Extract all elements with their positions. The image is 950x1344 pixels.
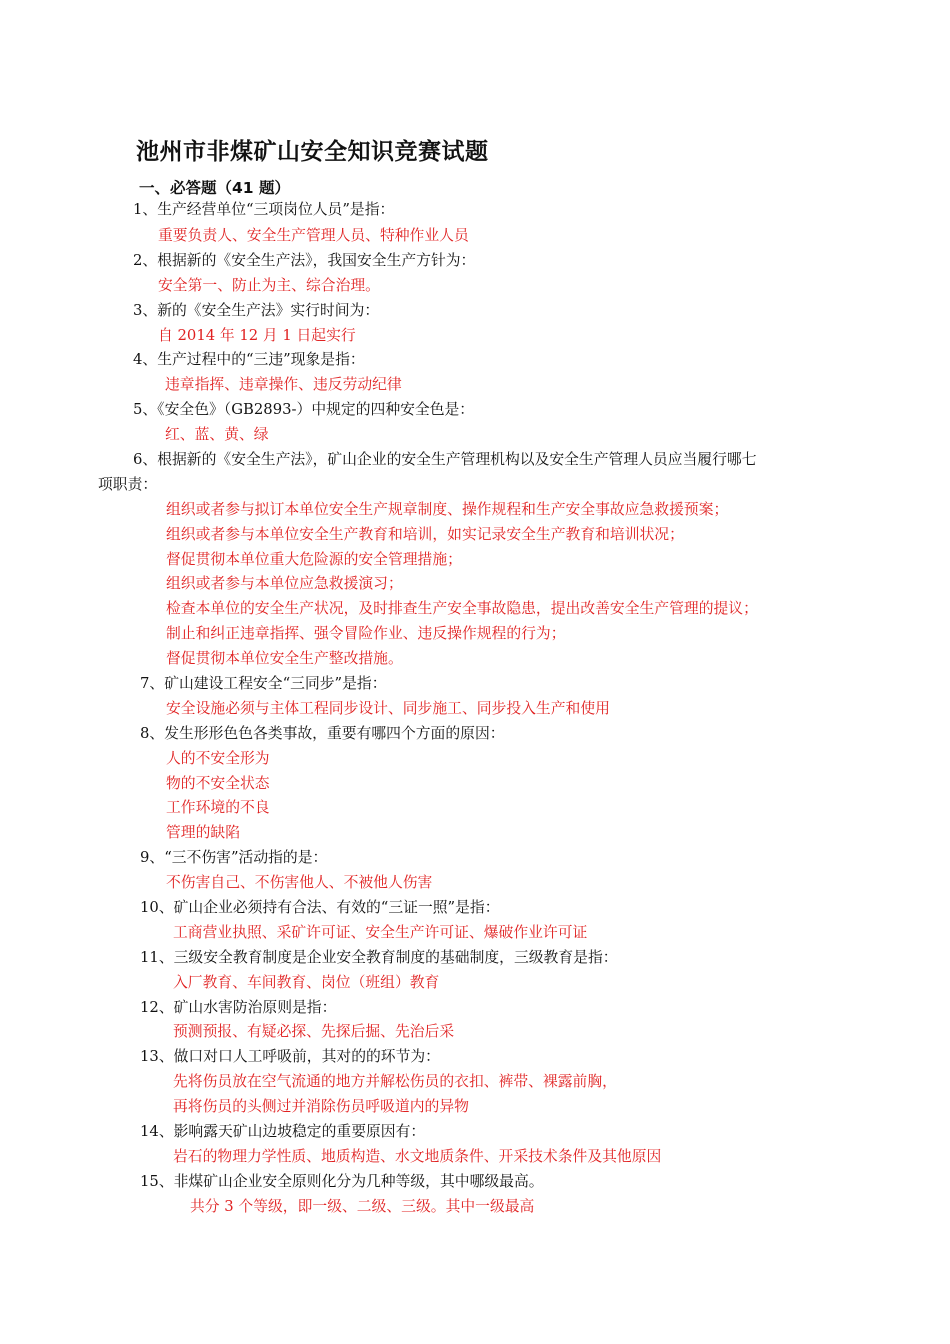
question-7: 7、矿山建设工程安全“三同步”是指： (140, 675, 387, 692)
answer-8-item: 管理的缺陷 (166, 824, 240, 841)
answer-1: 重要负责人、安全生产管理人员、特种作业人员 (158, 227, 469, 244)
question-5: 5、《安全色》（GB2893-）中规定的四种安全色是： (133, 401, 475, 418)
document-title: 池州市非煤矿山安全知识竞赛试题 (136, 139, 489, 165)
answer-15: 共分 3 个等级，即一级、二级、三级。其中一级最高 (190, 1198, 535, 1215)
answer-7: 安全设施必须与主体工程同步设计、同步施工、同步投入生产和使用 (166, 700, 610, 717)
question-3: 3、新的《安全生产法》实行时间为： (133, 302, 380, 319)
question-9: 9、“三不伤害”活动指的是： (140, 849, 328, 866)
section-heading: 一、必答题（41 题） (139, 179, 290, 197)
answer-6-item: 督促贯彻本单位重大危险源的安全管理措施； (166, 551, 462, 568)
answer-4: 违章指挥、违章操作、违反劳动纪律 (165, 376, 402, 393)
question-6-cont: 项职责： (98, 476, 158, 493)
answer-6-item: 制止和纠正违章指挥、强令冒险作业、违反操作规程的行为； (166, 625, 566, 642)
answer-13-item: 先将伤员放在空气流通的地方并解松伤员的衣扣、裤带、裸露前胸， (173, 1073, 617, 1090)
question-8: 8、发生形形色色各类事故，重要有哪四个方面的原因： (140, 725, 505, 742)
answer-8-item: 人的不安全形为 (166, 750, 270, 767)
question-10: 10、矿山企业必须持有合法、有效的“三证一照”是指： (140, 899, 500, 916)
answer-6-item: 组织或者参与本单位应急救援演习； (166, 575, 403, 592)
answer-12: 预测预报、有疑必探、先探后掘、先治后采 (173, 1023, 455, 1040)
answer-11: 入厂教育、车间教育、岗位（班组）教育 (173, 974, 440, 991)
answer-9: 不伤害自己、不伤害他人、不被他人伤害 (166, 874, 433, 891)
question-14: 14、影响露天矿山边坡稳定的重要原因有： (140, 1123, 426, 1140)
answer-5: 红、蓝、黄、绿 (165, 426, 269, 443)
answer-8-item: 工作环境的不良 (166, 799, 270, 816)
question-15: 15、非煤矿山企业安全原则化分为几种等级，其中哪级最高。 (140, 1173, 544, 1190)
answer-6-item: 组织或者参与本单位安全生产教育和培训，如实记录安全生产教育和培训状况； (166, 526, 684, 543)
answer-14: 岩石的物理力学性质、地质构造、水文地质条件、开采技术条件及其他原因 (173, 1148, 662, 1165)
question-1: 1、生产经营单位“三项岗位人员”是指： (133, 201, 395, 218)
answer-8-item: 物的不安全状态 (166, 775, 270, 792)
answer-2: 安全第一、防止为主、综合治理。 (158, 277, 380, 294)
answer-3: 自 2014 年 12 月 1 日起实行 (158, 327, 356, 344)
question-13: 13、做口对口人工呼吸前，其对的的环节为： (140, 1048, 440, 1065)
answer-6-item: 督促贯彻本单位安全生产整改措施。 (166, 650, 403, 667)
answer-13-item: 再将伤员的头侧过并消除伤员呼吸道内的异物 (173, 1098, 469, 1115)
question-12: 12、矿山水害防治原则是指： (140, 999, 337, 1016)
answer-6-item: 组织或者参与拟订本单位安全生产规章制度、操作规程和生产安全事故应急救援预案； (166, 501, 729, 518)
question-11: 11、三级安全教育制度是企业安全教育制度的基础制度，三级教育是指： (140, 949, 618, 966)
question-6: 6、根据新的《安全生产法》，矿山企业的安全生产管理机构以及安全生产管理人员应当履行哪七 (133, 451, 757, 468)
question-2: 2、根据新的《安全生产法》，我国安全生产方针为： (133, 252, 476, 269)
question-4: 4、生产过程中的“三违”现象是指： (133, 351, 365, 368)
answer-10: 工商营业执照、采矿许可证、安全生产许可证、爆破作业许可证 (173, 924, 588, 941)
answer-6-item: 检查本单位的安全生产状况，及时排查生产安全事故隐患，提出改善安全生产管理的提议； (166, 600, 758, 617)
